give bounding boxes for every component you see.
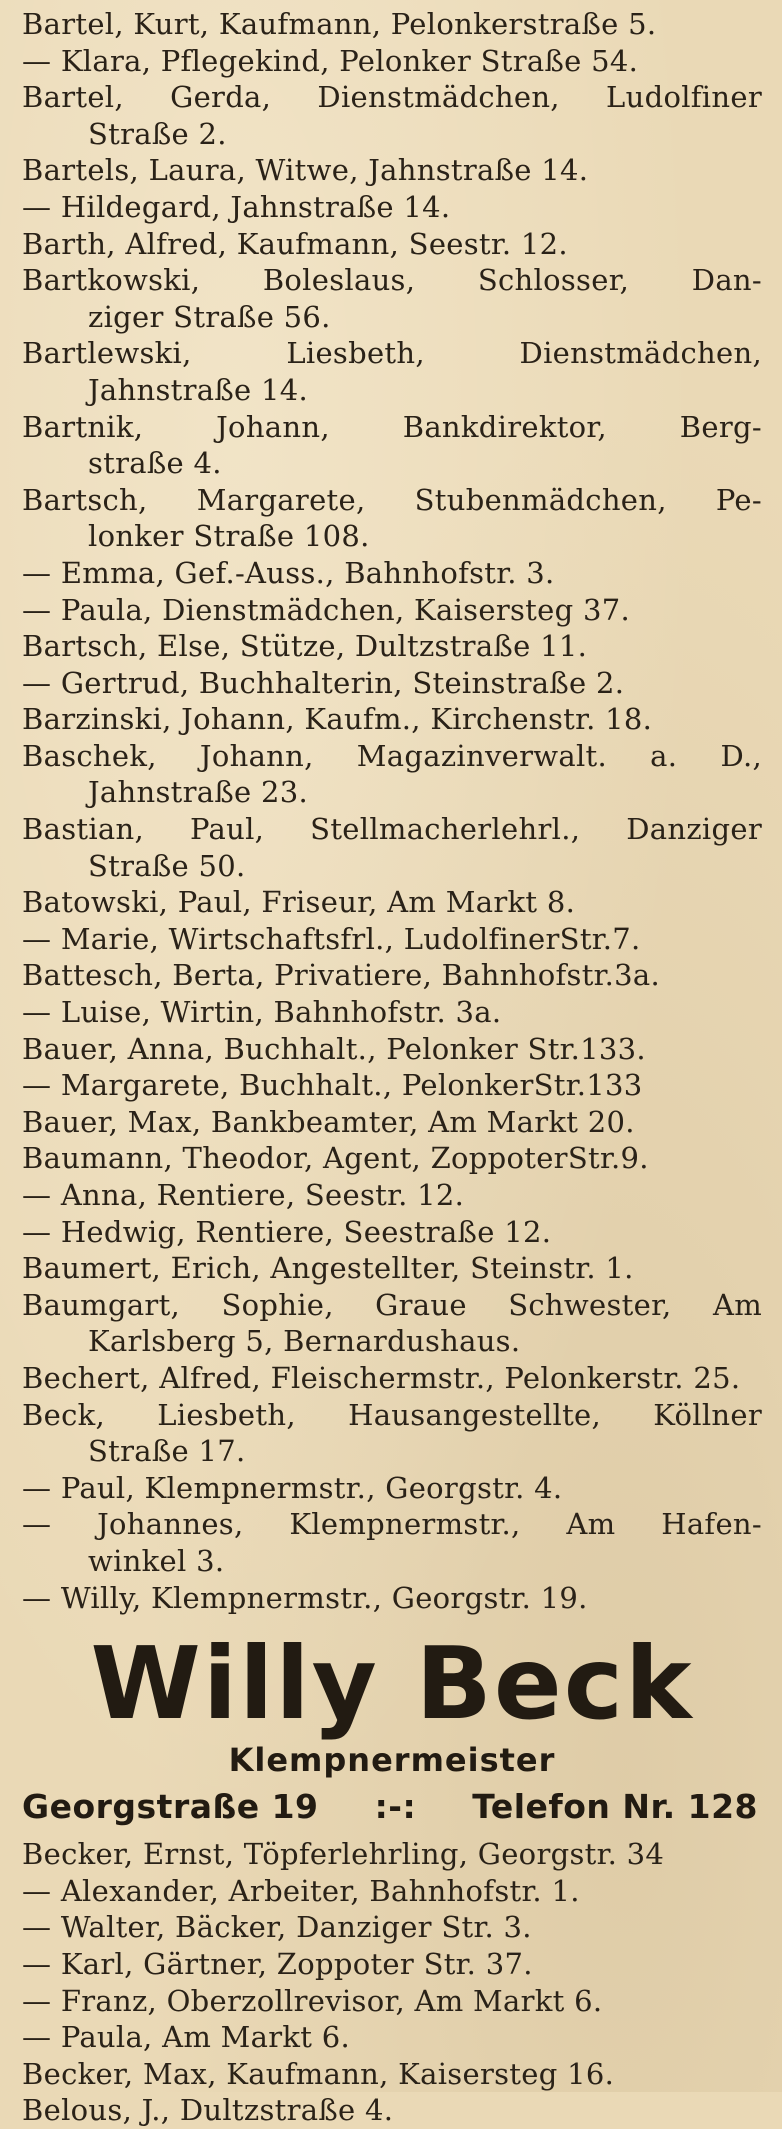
ad-address: Georgstraße 19 bbox=[22, 1787, 319, 1827]
entry-line: Baumert, Erich, Angestellter, Steinstr. 1. bbox=[22, 1251, 634, 1286]
entry-continuation-line: Straße 2. bbox=[88, 116, 227, 151]
entry-line: — Hedwig, Rentiere, Seestraße 12. bbox=[22, 1214, 552, 1249]
entry-line: Bartels, Laura, Witwe, Jahnstraße 14. bbox=[22, 153, 589, 188]
entry-line: — Margarete, Buchhalt., PelonkerStr.133 bbox=[22, 1068, 643, 1103]
entry-continuation-line: Jahnstraße 14. bbox=[88, 372, 309, 407]
entry-continuation-line: Straße 50. bbox=[88, 848, 246, 883]
directory-entry bbox=[22, 1946, 762, 1983]
entry-line: — Karl, Gärtner, Zoppoter Str. 37. bbox=[22, 1946, 533, 1981]
entry-line: Bartel, Kurt, Kaufmann, Pelonkerstraße 5. bbox=[22, 7, 657, 41]
entry-line: Bastian, Paul, Stellmacherlehrl., Danziger bbox=[22, 812, 762, 847]
entry-continuation-line: winkel 3. bbox=[88, 1543, 225, 1578]
entry-line: Bauer, Max, Bankbeamter, Am Markt 20. bbox=[22, 1104, 635, 1139]
directory-entry bbox=[22, 1470, 762, 1507]
entry-line: Bartnik, Johann, Bankdirektor, Berg- bbox=[22, 409, 762, 444]
entry-line: Becker, Max, Kaufmann, Kaisersteg 16. bbox=[22, 2056, 615, 2091]
directory-entry bbox=[22, 2092, 762, 2129]
entry-line: Bartel, Gerda, Dienstmädchen, Ludolfiner bbox=[22, 80, 762, 115]
entry-line: — Klara, Pflegekind, Pelonker Straße 54. bbox=[22, 43, 639, 78]
directory-entry bbox=[22, 921, 762, 958]
entry-continuation-line: ziger Straße 56. bbox=[88, 299, 331, 334]
directory-entry bbox=[22, 884, 762, 921]
directory-entry bbox=[22, 2056, 762, 2093]
entry-line: — Walter, Bäcker, Danziger Str. 3. bbox=[22, 1910, 532, 1945]
entry-line: — Johannes, Klempnermstr., Am Hafen- bbox=[22, 1507, 762, 1542]
directory-entry bbox=[22, 665, 762, 702]
directory-entry bbox=[22, 409, 762, 482]
entry-line: Bartsch, Margarete, Stubenmädchen, Pe- bbox=[22, 482, 762, 517]
entry-continuation-line: Karlsberg 5, Bernardushaus. bbox=[88, 1324, 521, 1359]
entry-line: Batowski, Paul, Friseur, Am Markt 8. bbox=[22, 885, 576, 920]
directory-entry bbox=[22, 994, 762, 1031]
directory-entry bbox=[22, 1983, 762, 2020]
entry-line: Baumann, Theodor, Agent, ZoppoterStr.9. bbox=[22, 1141, 649, 1176]
entry-line: Battesch, Berta, Privatiere, Bahnhofstr.3a. bbox=[22, 958, 661, 993]
directory-entry bbox=[22, 226, 762, 263]
entry-line: — Anna, Rentiere, Seestr. 12. bbox=[22, 1178, 465, 1212]
entry-line: — Emma, Gef.-Auss., Bahnhofstr. 3. bbox=[22, 555, 555, 590]
directory-entry bbox=[22, 152, 762, 189]
directory-entry bbox=[22, 482, 762, 555]
entry-line: — Luise, Wirtin, Bahnhofstr. 3a. bbox=[22, 995, 502, 1030]
ad-contact bbox=[22, 1782, 762, 1836]
directory-entry bbox=[22, 555, 762, 592]
directory-entry bbox=[22, 1836, 762, 1873]
entry-line: — Gertrud, Buchhalterin, Steinstraße 2. bbox=[22, 665, 625, 700]
directory-entry bbox=[22, 1360, 762, 1397]
directory-entry bbox=[22, 738, 762, 811]
directory-entry bbox=[22, 189, 762, 226]
ad-separator: :-: bbox=[374, 1787, 417, 1827]
entry-continuation-line: Straße 17. bbox=[88, 1434, 246, 1469]
directory-entries-bottom bbox=[22, 1836, 762, 2129]
entry-line: Bartkowski, Boleslaus, Schlosser, Dan- bbox=[22, 263, 762, 298]
directory-entry bbox=[22, 1250, 762, 1287]
entry-line: Bartsch, Else, Stütze, Dultzstraße 11. bbox=[22, 629, 588, 664]
directory-entry bbox=[22, 79, 762, 152]
directory-entry bbox=[22, 2019, 762, 2056]
directory-entries-top bbox=[22, 6, 762, 1616]
directory-entry bbox=[22, 628, 762, 665]
entry-line: — Franz, Oberzollrevisor, Am Markt 6. bbox=[22, 1983, 603, 2018]
directory-entry bbox=[22, 43, 762, 80]
entry-line: — Hildegard, Jahnstraße 14. bbox=[22, 189, 451, 224]
entry-line: Belous, J., Dultzstraße 4. bbox=[22, 2093, 394, 2128]
entry-line: Bartlewski, Liesbeth, Dienstmädchen, bbox=[22, 336, 762, 371]
entry-line: Beck, Liesbeth, Hausangestellte, Köllner bbox=[22, 1397, 762, 1432]
ad-phone: Telefon Nr. 128 bbox=[472, 1787, 758, 1827]
directory-entry bbox=[22, 701, 762, 738]
directory-entry bbox=[22, 1397, 762, 1470]
entry-line: Baumgart, Sophie, Graue Schwester, Am bbox=[22, 1287, 762, 1322]
directory-entry bbox=[22, 1873, 762, 1910]
directory-entry bbox=[22, 811, 762, 884]
entry-continuation-line: straße 4. bbox=[88, 446, 222, 481]
directory-entry bbox=[22, 957, 762, 994]
ad-name: Willy Beck bbox=[90, 1625, 694, 1743]
entry-line: — Willy, Klempnermstr., Georgstr. 19. bbox=[22, 1580, 588, 1615]
entry-line: Becker, Ernst, Töpferlehrling, Georgstr. 34 bbox=[22, 1837, 665, 1872]
entry-line: Bauer, Anna, Buchhalt., Pelonker Str.133. bbox=[22, 1031, 646, 1066]
directory-entry bbox=[22, 1580, 762, 1617]
ad-title: Klempnermeister bbox=[228, 1741, 556, 1780]
entry-continuation-line: lonker Straße 108. bbox=[88, 519, 370, 554]
entry-continuation-line: Jahnstraße 23. bbox=[88, 775, 309, 810]
directory-entry bbox=[22, 1067, 762, 1104]
entry-line: Baschek, Johann, Magazinverwalt. a. D., bbox=[22, 738, 762, 773]
directory-entry bbox=[22, 1909, 762, 1946]
entry-line: — Paula, Am Markt 6. bbox=[22, 2020, 351, 2055]
entry-line: Barth, Alfred, Kaufmann, Seestr. 12. bbox=[22, 226, 568, 261]
entry-line: Barzinski, Johann, Kaufm., Kirchenstr. 18. bbox=[22, 702, 653, 737]
entry-line: Bechert, Alfred, Fleischermstr., Pelonkerstr. 25. bbox=[22, 1360, 741, 1395]
entry-line: — Paula, Dienstmädchen, Kaisersteg 37. bbox=[22, 592, 630, 627]
directory-entry bbox=[22, 1031, 762, 1068]
directory-entry bbox=[22, 1177, 762, 1214]
entry-line: — Alexander, Arbeiter, Bahnhofstr. 1. bbox=[22, 1873, 580, 1908]
directory-entry bbox=[22, 1287, 762, 1360]
directory-entry bbox=[22, 335, 762, 408]
advertisement bbox=[22, 1625, 762, 1836]
directory-entry bbox=[22, 1140, 762, 1177]
directory-entry bbox=[22, 6, 762, 43]
entry-line: — Marie, Wirtschaftsfrl., LudolfinerStr.7. bbox=[22, 921, 641, 956]
directory-entry bbox=[22, 1506, 762, 1579]
directory-entry bbox=[22, 592, 762, 629]
entry-line: — Paul, Klempnermstr., Georgstr. 4. bbox=[22, 1470, 563, 1505]
directory-entry bbox=[22, 262, 762, 335]
directory-entry bbox=[22, 1214, 762, 1251]
directory-entry bbox=[22, 1104, 762, 1141]
